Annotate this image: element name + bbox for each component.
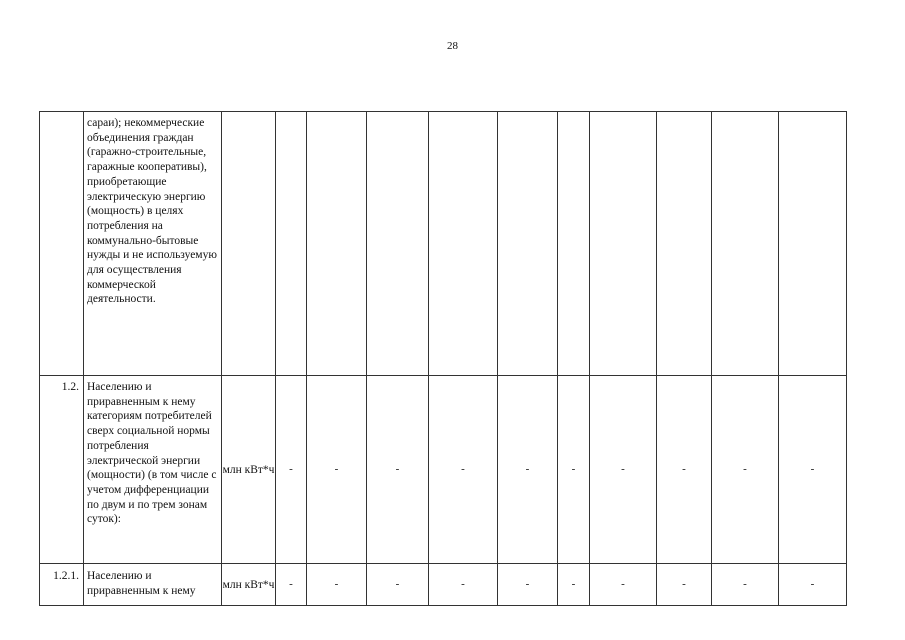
row-unit: млн кВт*ч xyxy=(222,564,276,606)
value-cell: - xyxy=(558,564,590,606)
data-table xyxy=(39,111,847,606)
value-cell xyxy=(558,112,590,376)
value-cell: - xyxy=(779,564,847,606)
value-cell: - xyxy=(558,376,590,564)
value-cell xyxy=(276,112,307,376)
row-description: Населению и приравненным к нему xyxy=(84,564,222,606)
value-cell: - xyxy=(367,564,429,606)
row-unit: млн кВт*ч xyxy=(222,376,276,564)
value-cell: - xyxy=(498,564,558,606)
row-description: Населению и приравненным к нему категориям потребителей сверх социальной нормы потребления электрической энергии (мощности) (в том числе с учетом дифференциации по двум и по трем зонам суток): xyxy=(84,376,222,564)
value-cell: - xyxy=(498,376,558,564)
value-cell: - xyxy=(712,564,779,606)
value-cell xyxy=(367,112,429,376)
row-number xyxy=(40,112,84,376)
value-cell xyxy=(712,112,779,376)
row-number: 1.2. xyxy=(40,376,84,564)
table-row xyxy=(40,112,847,376)
table-row xyxy=(40,376,847,564)
value-cell: - xyxy=(429,376,498,564)
value-cell: - xyxy=(307,564,367,606)
value-cell xyxy=(657,112,712,376)
row-unit xyxy=(222,112,276,376)
value-cell: - xyxy=(307,376,367,564)
value-cell xyxy=(590,112,657,376)
value-cell: - xyxy=(712,376,779,564)
value-cell xyxy=(779,112,847,376)
value-cell xyxy=(498,112,558,376)
value-cell: - xyxy=(657,564,712,606)
value-cell: - xyxy=(590,376,657,564)
value-cell: - xyxy=(657,376,712,564)
value-cell: - xyxy=(276,564,307,606)
value-cell xyxy=(307,112,367,376)
value-cell xyxy=(429,112,498,376)
value-cell: - xyxy=(367,376,429,564)
value-cell: - xyxy=(779,376,847,564)
value-cell: - xyxy=(429,564,498,606)
row-number: 1.2.1. xyxy=(40,564,84,606)
value-cell: - xyxy=(590,564,657,606)
row-description: сараи); некоммерческие объединения граждан (гаражно-строительные, гаражные кооперативы), приобретающие электрическую энергию (мощность) в целях потребления на коммунально-бытовые нужды и не используемую для осуществления коммерческой деятельности. xyxy=(84,112,222,376)
page-number: 28 xyxy=(447,40,458,52)
table-row xyxy=(40,564,847,606)
value-cell: - xyxy=(276,376,307,564)
